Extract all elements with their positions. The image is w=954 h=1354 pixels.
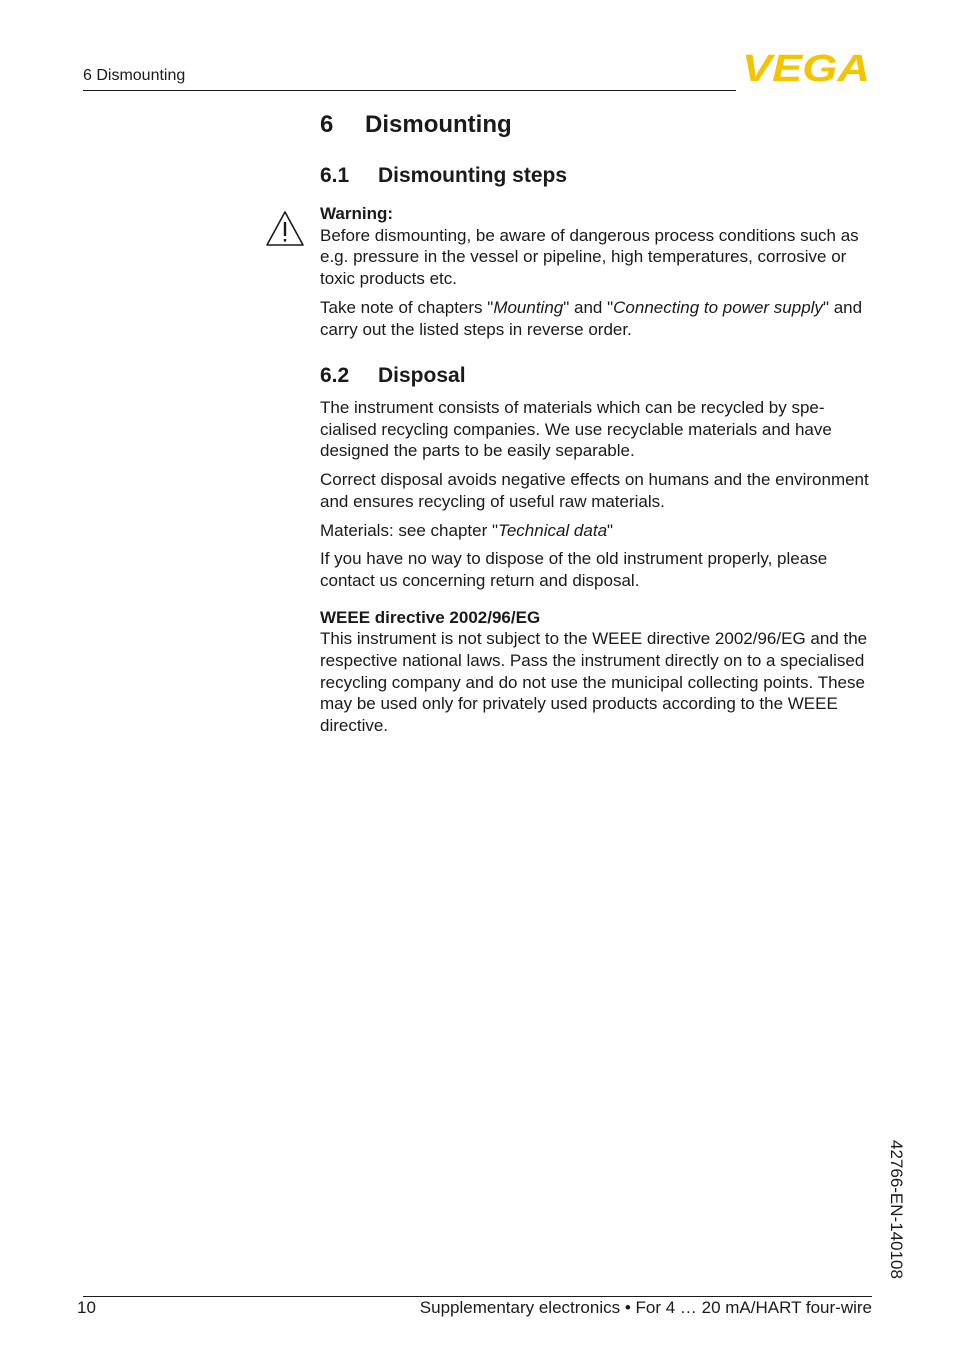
materials-text: Materials: see chapter " xyxy=(320,520,499,540)
note-text: " and carry out the listed steps in reverse order. xyxy=(320,297,863,339)
disposal-paragraph: Correct disposal avoids negative effects on humans and the environment and ensures recycling of useful raw materials. xyxy=(320,470,869,511)
dismounting-steps-body xyxy=(320,203,872,347)
weee-paragraph: This instrument is not subject to the WEEE directive 2002/96/EG and the respective national laws. Pass the instrument directly on to a specialised recycling company and do not use the municipal collecting points. These may be used only for privately used products according to the WEEE directive. xyxy=(320,629,868,736)
disposal-paragraph: If you have no way to dispose of the old instrument properly, please contact us concerning return and disposal. xyxy=(320,549,828,590)
section-heading-6-2 xyxy=(320,364,466,388)
svg-text:VEGA: VEGA xyxy=(742,50,870,84)
page-number: 10 xyxy=(77,1298,96,1317)
warning-triangle-icon xyxy=(265,210,305,248)
note-paragraph xyxy=(320,297,872,340)
chapter-heading xyxy=(320,111,512,139)
section-number: 6.2 xyxy=(320,364,350,387)
section-heading-6-1 xyxy=(320,164,567,188)
footer-rule xyxy=(83,1296,872,1297)
vega-logo xyxy=(742,50,872,84)
disposal-paragraph: The instrument consists of materials which can be recycled by specialised recycling companies. We use recyclable materials and have designed the parts to be easily separable. xyxy=(320,398,832,461)
weee-heading: WEEE directive 2002/96/EG xyxy=(320,607,541,627)
materials-text: " xyxy=(607,520,614,540)
section-title: Dismounting steps xyxy=(378,164,568,187)
chapter-number: 6 xyxy=(320,111,334,138)
note-text: Take note of chapters " xyxy=(320,297,494,317)
chapter-ref-technical-data: Technical data xyxy=(498,520,608,540)
document-number: 42766-EN-140108 xyxy=(887,1140,906,1279)
warning-label: Warning: xyxy=(320,204,394,223)
disposal-body xyxy=(320,397,872,744)
warning-text: Before dismounting, be aware of dangerous process conditions such as e.g. pressure in the vessel or pipeline, high temperatures, corrosive or toxic products etc. xyxy=(320,225,859,289)
footer-title: Supplementary electronics • For 4 … 20 mA/HART four-wire xyxy=(419,1298,872,1317)
header-rule xyxy=(83,90,736,91)
chapter-title: Dismounting xyxy=(365,111,512,138)
section-title: Disposal xyxy=(378,364,466,387)
materials-paragraph xyxy=(320,520,872,542)
running-header: 6 Dismounting xyxy=(83,67,186,84)
chapter-ref-mounting: Mounting xyxy=(493,297,564,317)
chapter-ref-power-supply: Connecting to power supply xyxy=(613,297,823,317)
section-number: 6.1 xyxy=(320,164,350,187)
note-text: " and " xyxy=(563,297,614,317)
